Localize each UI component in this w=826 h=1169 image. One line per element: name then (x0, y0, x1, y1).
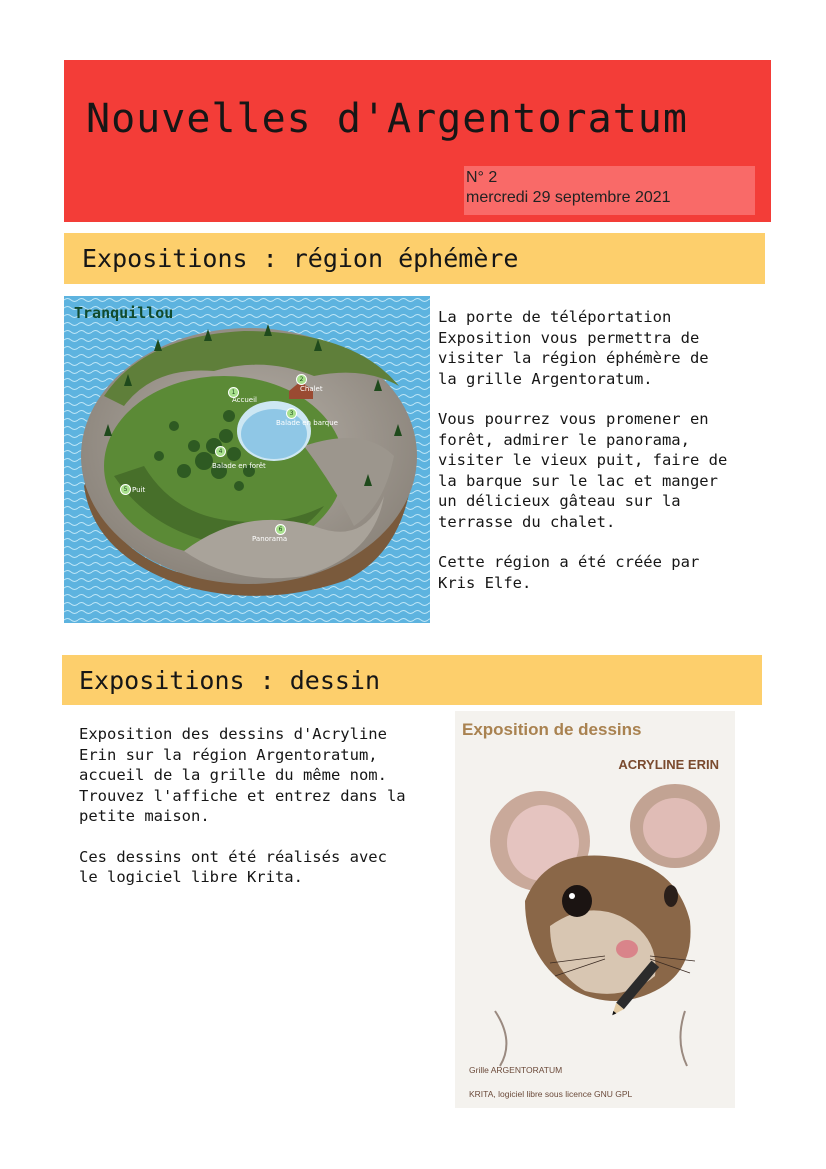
map-title: Tranquillou (74, 304, 174, 322)
mouse-illustration (455, 711, 735, 1108)
poster-artist: ACRYLINE ERIN (618, 757, 719, 772)
map-pin-label-1: Accueil (232, 396, 257, 404)
map-pin-label-3: Balade en barque (276, 419, 338, 427)
map-pin-label-4: Balade en forêt (212, 462, 266, 470)
issue-date: mercredi 29 septembre 2021 (466, 189, 671, 206)
newsletter-title: Nouvelles d'Argentoratum (86, 96, 688, 142)
masthead (64, 60, 771, 222)
drawing-paragraph-1: Exposition des dessins d'Acryline Erin sur la région Argentoratum, accueil de la grille du même nom. Trouvez l'affiche et entrez dans la petite maison. (79, 725, 406, 825)
drawing-paragraph-2: Ces dessins ont été réalisés avec le logiciel libre Krita. (79, 847, 387, 886)
map-pin-label-6: Panorama (252, 535, 288, 543)
island-illustration (64, 296, 430, 623)
exhibition-poster (455, 711, 735, 1108)
map-pin-6: 6 (275, 524, 286, 535)
drawing-description (79, 724, 439, 908)
poster-title: Exposition de dessins (462, 720, 642, 739)
map-pin-3: 3 (286, 408, 297, 419)
section-heading-drawing: Expositions : dessin (62, 655, 762, 705)
map-pin-2: 2 (296, 374, 307, 385)
region-description (438, 307, 768, 613)
map-pin-4: 4 (215, 446, 226, 457)
poster-software: KRITA, logiciel libre sous licence GNU GPL (469, 1089, 633, 1099)
section-heading-region: Expositions : région éphémère (64, 233, 765, 284)
region-paragraph-1: La porte de téléportation Exposition vous permettra de visiter la région éphémère de la grille Argentoratum. (438, 308, 709, 388)
region-paragraph-2: Vous pourrez vous promener en forêt, admirer le panorama, visiter le vieux puit, faire de la barque sur le lac et manger un délicieux gâteau sur la terrasse du chalet. (438, 410, 728, 531)
issue-number: N° 2 (466, 169, 498, 186)
region-map-image (64, 296, 430, 623)
issue-info (464, 166, 755, 215)
map-pin-5: 5 (120, 484, 131, 495)
map-pin-label-2: Chalet (300, 385, 323, 393)
map-pin-1: 1 (228, 387, 239, 398)
region-paragraph-3: Cette région a été créée par Kris Elfe. (438, 553, 700, 592)
map-pin-label-5: Puit (132, 486, 146, 494)
poster-grid: Grille ARGENTORATUM (469, 1065, 563, 1075)
